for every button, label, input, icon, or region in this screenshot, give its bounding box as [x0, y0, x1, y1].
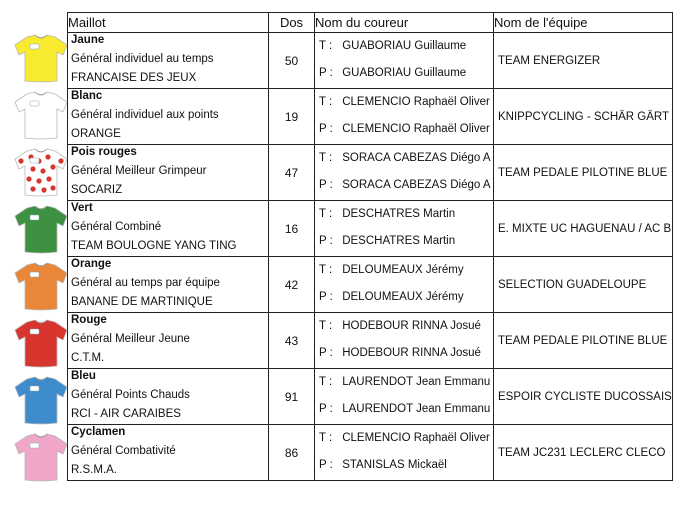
rider-wearer-line — [319, 347, 481, 359]
cell-rider — [315, 201, 494, 257]
team-name: TEAM PEDALE PILOTINE BLUE — [494, 145, 673, 201]
jersey-jaune-icon — [13, 33, 69, 83]
sponsor-label: TEAM BOULOGNE YANG TING — [71, 240, 237, 252]
holder-prefix: T : — [319, 376, 333, 388]
classification-label: Général Combativité — [71, 445, 176, 457]
rider-wearer-line — [319, 67, 466, 79]
table-row — [68, 313, 673, 369]
sponsor-label: RCI - AIR CARAIBES — [71, 408, 181, 420]
jersey-name: Bleu — [71, 370, 96, 382]
jersey-name: Vert — [71, 202, 93, 214]
wearer-name: GUABORIAU Guillaume — [342, 67, 467, 79]
bib-number: 19 — [269, 89, 315, 145]
classification-label: Général Combiné — [71, 221, 162, 233]
wearer-name: DELOUMEAUX Jérémy — [342, 291, 464, 303]
header-dos: Dos — [269, 13, 315, 33]
wearer-prefix: P : — [319, 235, 333, 247]
classification-label: Général Meilleur Grimpeur — [71, 165, 207, 177]
rider-holder-line — [319, 208, 455, 220]
rider-holder-line — [319, 264, 464, 276]
wearer-prefix: P : — [319, 123, 333, 135]
wearer-name: LAURENDOT Jean Emmanu — [342, 403, 491, 415]
team-name: TEAM PEDALE PILOTINE BLUE — [494, 313, 673, 369]
wearer-prefix: P : — [319, 347, 333, 359]
holder-name: CLEMENCIO Raphaël Oliver — [342, 432, 490, 444]
bib-number: 50 — [269, 33, 315, 89]
jersey-table — [67, 12, 673, 481]
rider-wearer-line — [319, 403, 490, 415]
cell-maillot — [68, 201, 269, 257]
sponsor-label: ORANGE — [71, 128, 121, 140]
holder-prefix: T : — [319, 40, 333, 52]
wearer-name: STANISLAS Mickaël — [342, 459, 447, 471]
team-name: TEAM JC231 LECLERC CLECO — [494, 425, 673, 481]
wearer-prefix: P : — [319, 67, 333, 79]
jersey-name: Blanc — [71, 90, 103, 102]
cell-rider — [315, 145, 494, 201]
wearer-name: SORACA CABEZAS Diégo A — [342, 179, 491, 191]
jersey-vert-icon — [13, 204, 69, 254]
rider-holder-line — [319, 376, 490, 388]
header-nom-equipe: Nom de l'équipe — [494, 13, 673, 33]
holder-name: HODEBOUR RINNA Josué — [342, 320, 481, 332]
holder-name: CLEMENCIO Raphaël Oliver — [342, 96, 490, 108]
holder-name: DESCHATRES Martin — [342, 208, 456, 220]
sponsor-label: C.T.M. — [71, 352, 105, 364]
team-name: ESPOIR CYCLISTE DUCOSSAIS — [494, 369, 673, 425]
jersey-orange-icon — [13, 261, 69, 311]
wearer-prefix: P : — [319, 291, 333, 303]
table-row — [68, 369, 673, 425]
team-name: TEAM ENERGIZER — [494, 33, 673, 89]
jersey-name: Jaune — [71, 34, 105, 46]
holder-prefix: T : — [319, 320, 333, 332]
wearer-prefix: P : — [319, 459, 333, 471]
classification-label: Général individuel aux points — [71, 109, 219, 121]
cell-rider — [315, 425, 494, 481]
wearer-prefix: P : — [319, 179, 333, 191]
wearer-prefix: P : — [319, 403, 333, 415]
rider-wearer-line — [319, 459, 447, 471]
rider-wearer-line — [319, 179, 491, 191]
table-row — [68, 33, 673, 89]
jersey-name: Cyclamen — [71, 426, 126, 438]
sponsor-label: SOCARIZ — [71, 184, 123, 196]
holder-name: LAURENDOT Jean Emmanu — [342, 376, 491, 388]
team-name: E. MIXTE UC HAGUENAU / AC B — [494, 201, 673, 257]
sponsor-label: R.S.M.A. — [71, 464, 118, 476]
cell-rider — [315, 313, 494, 369]
jersey-pois-rouges-icon — [13, 147, 69, 197]
cell-maillot — [68, 145, 269, 201]
holder-name: GUABORIAU Guillaume — [342, 40, 467, 52]
rider-wearer-line — [319, 235, 455, 247]
table-row — [68, 89, 673, 145]
jersey-name: Orange — [71, 258, 112, 270]
bib-number: 43 — [269, 313, 315, 369]
jersey-bleu-icon — [13, 375, 69, 425]
holder-name: SORACA CABEZAS Diégo A — [342, 152, 491, 164]
classification-label: Général individuel au temps — [71, 53, 214, 65]
jersey-blanc-icon — [13, 90, 69, 140]
holder-prefix: T : — [319, 432, 333, 444]
classification-label: Général Meilleur Jeune — [71, 333, 190, 345]
rider-holder-line — [319, 432, 490, 444]
holder-prefix: T : — [319, 264, 333, 276]
rider-holder-line — [319, 40, 466, 52]
rider-holder-line — [319, 96, 490, 108]
bib-number: 42 — [269, 257, 315, 313]
wearer-name: HODEBOUR RINNA Josué — [342, 347, 481, 359]
cell-rider — [315, 89, 494, 145]
table-row — [68, 425, 673, 481]
bib-number: 16 — [269, 201, 315, 257]
header-nom-coureur: Nom du coureur — [315, 13, 494, 33]
jersey-name: Rouge — [71, 314, 107, 326]
bib-number: 91 — [269, 369, 315, 425]
sponsor-label: FRANCAISE DES JEUX — [71, 72, 197, 84]
team-name: KNIPPCYCLING - SCHÄR GÄRT — [494, 89, 673, 145]
cell-maillot — [68, 313, 269, 369]
holder-prefix: T : — [319, 208, 333, 220]
holder-prefix: T : — [319, 96, 333, 108]
classification-label: Général au temps par équipe — [71, 277, 220, 289]
table-header-row — [68, 13, 673, 33]
holder-prefix: T : — [319, 152, 333, 164]
classification-label: Général Points Chauds — [71, 389, 190, 401]
cell-maillot — [68, 425, 269, 481]
rider-wearer-line — [319, 123, 490, 135]
header-maillot: Maillot — [68, 13, 269, 33]
table-row — [68, 257, 673, 313]
jersey-name: Pois rouges — [71, 146, 137, 158]
bib-number: 86 — [269, 425, 315, 481]
cell-maillot — [68, 89, 269, 145]
jersey-rouge-icon — [13, 318, 69, 368]
team-name: SELECTION GUADELOUPE — [494, 257, 673, 313]
table-row — [68, 201, 673, 257]
table-row — [68, 145, 673, 201]
rider-wearer-line — [319, 291, 464, 303]
bib-number: 47 — [269, 145, 315, 201]
wearer-name: DESCHATRES Martin — [342, 235, 456, 247]
cell-rider — [315, 257, 494, 313]
rider-holder-line — [319, 320, 481, 332]
rider-holder-line — [319, 152, 491, 164]
cell-maillot — [68, 369, 269, 425]
cell-rider — [315, 33, 494, 89]
cell-maillot — [68, 257, 269, 313]
jersey-cyclamen-icon — [13, 432, 69, 482]
holder-name: DELOUMEAUX Jérémy — [342, 264, 464, 276]
sponsor-label: BANANE DE MARTINIQUE — [71, 296, 213, 308]
wearer-name: CLEMENCIO Raphaël Oliver — [342, 123, 490, 135]
cell-rider — [315, 369, 494, 425]
cell-maillot — [68, 33, 269, 89]
